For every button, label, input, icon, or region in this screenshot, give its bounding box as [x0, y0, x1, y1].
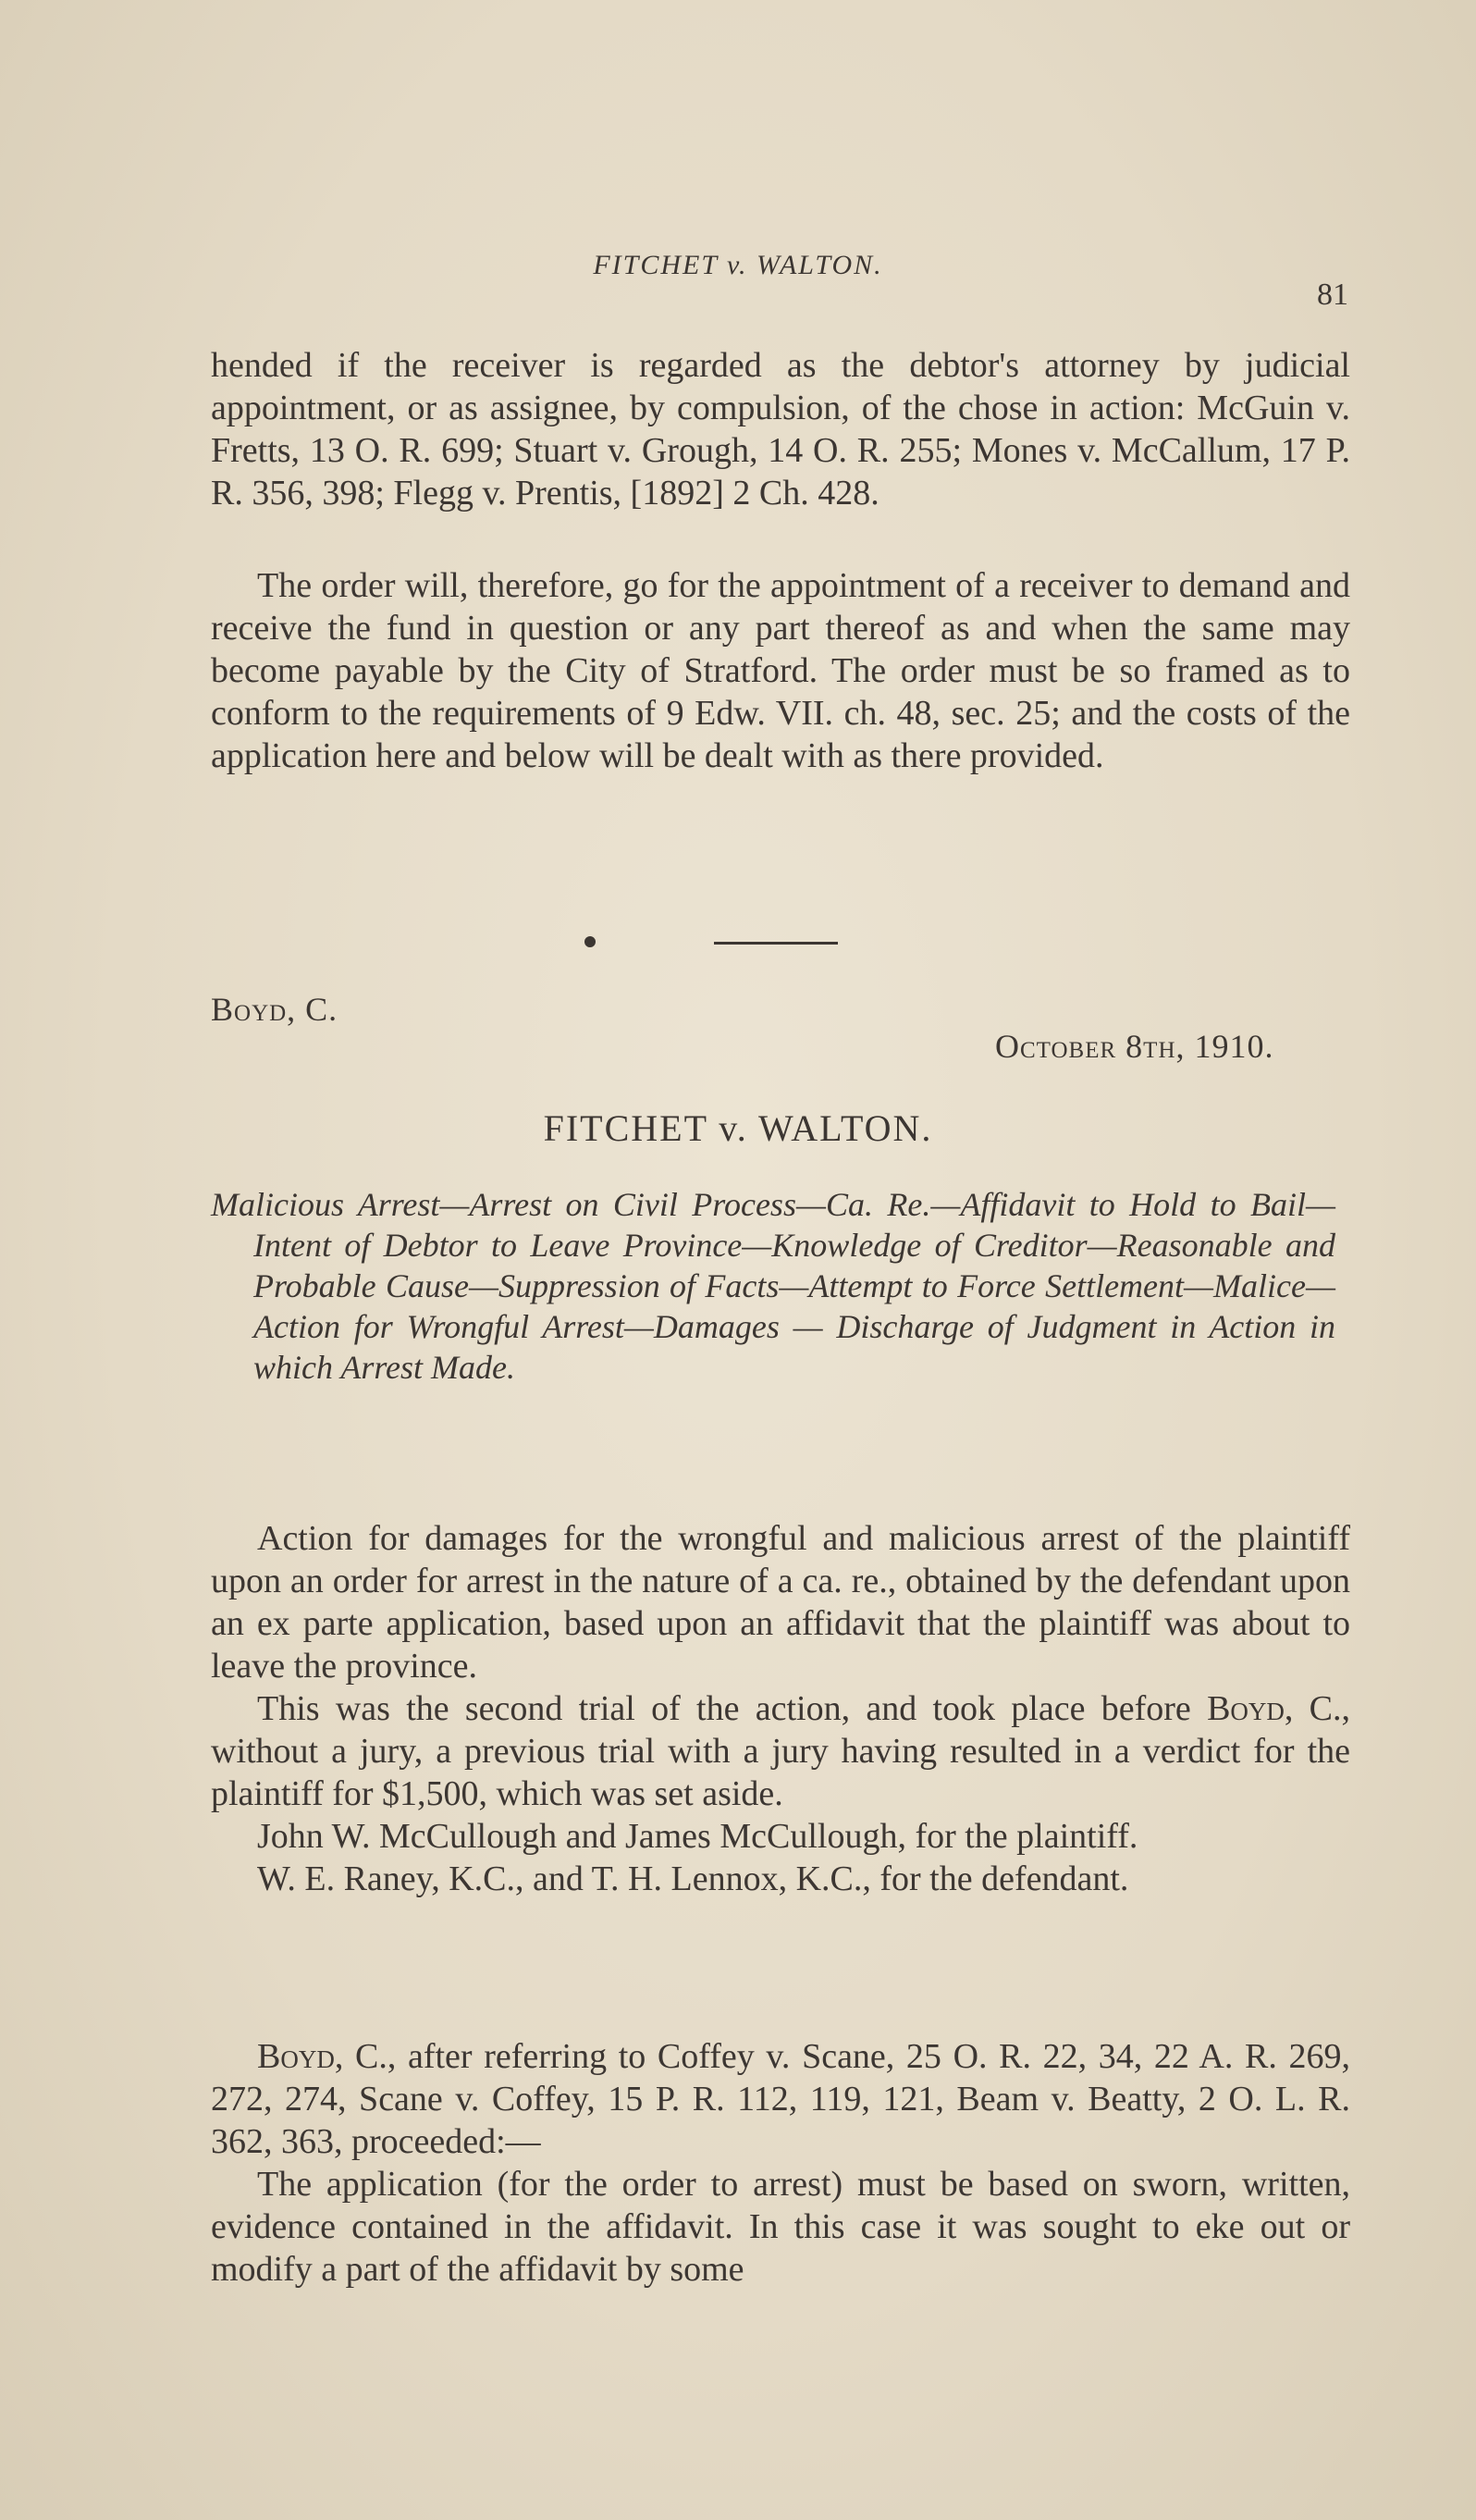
continuation-paragraph-block — [211, 344, 1350, 514]
running-head: FITCHET v. WALTON. — [593, 250, 883, 280]
case-title: FITCHET v. WALTON. — [543, 1107, 933, 1149]
counsel-defendant: W. E. Raney, K.C., and T. H. Lennox, K.C., for the defendant. — [257, 1859, 1129, 1898]
trial-prefix: This was the second trial of the action, and took place before — [257, 1689, 1191, 1728]
judgment-body: The application (for the order to arrest) must be based on sworn, written, evidence contained in the affidavit. In this case it was sought to eke out or modify a part of the affidavit by some — [211, 2165, 1350, 2289]
page-number: 81 — [1317, 278, 1348, 312]
ink-dot — [584, 936, 596, 947]
headnote: Malicious Arrest—Arrest on Civil Process—Ca. Re.—Affidavit to Hold to Bail—Intent of Debtor to Leave Province—Knowledge of Creditor—Reasonable and Probable Cause—Suppression of Facts—Attempt to Force Settlement—Malice—Action for Wrongful Arrest—Damages — Discharge of Judgment in Action in which Arrest Made. — [211, 1186, 1335, 1386]
trial-rest: , without a jury, a previous trial with a jury having resulted in a verdict for the plaintiff for $1,500, which was set aside. — [211, 1689, 1351, 1813]
judgment-judge: Boyd, C. — [257, 2037, 387, 2076]
judgment-block — [211, 2035, 1350, 2291]
trial-judge: Boyd, C. — [1207, 1689, 1342, 1728]
judgment-intro-paragraph — [211, 2035, 1350, 2163]
statement-block — [211, 1517, 1350, 1900]
statement-paragraph: Action for damages for the wrongful and malicious arrest of the plaintiff upon an order for arrest in the nature of a ca. re., obtained by the defendant upon an ex parte application, based upon an affidavit that the plaintiff was about to leave the province. — [211, 1519, 1350, 1686]
trial-paragraph — [211, 1687, 1350, 1815]
counsel-plaintiff: John W. McCullough and James McCullough, for the plaintiff. — [257, 1817, 1138, 1856]
order-paragraph: The order will, therefore, go for the appointment of a receiver to demand and receive the fund in question or any part thereof as and when the same may become payable by the City of Stratford. The order must be so framed as to conform to the requirements of 9 Edw. VII. ch. 48, sec. 25; and the costs of the application here and below will be dealt with as there provided. — [211, 566, 1350, 775]
judgment-intro: , after referring to Coffey v. Scane, 25 O. R. 22, 34, 22 A. R. 269, 272, 274, Scane v. Coffey, 15 P. R. 112, 119, 121, Beam v. Beatty, 2 O. L. R. 362, 363, proceeded:— — [211, 2037, 1350, 2161]
section-divider — [714, 942, 838, 945]
judgment-date: October 8th, 1910. — [995, 1028, 1274, 1065]
judge-name: Boyd, C. — [211, 991, 338, 1028]
order-paragraph-block — [211, 564, 1350, 777]
continuation-paragraph: hended if the receiver is regarded as the debtor's attorney by judicial appointment, or as assignee, by compulsion, of the chose in action: McGuin v. Fretts, 13 O. R. 699; Stuart v. Grough, 14 O. R. 255; Mones v. McCallum, 17 P. R. 356, 398; Flegg v. Prentis, [1892] 2 Ch. 428. — [211, 346, 1350, 513]
